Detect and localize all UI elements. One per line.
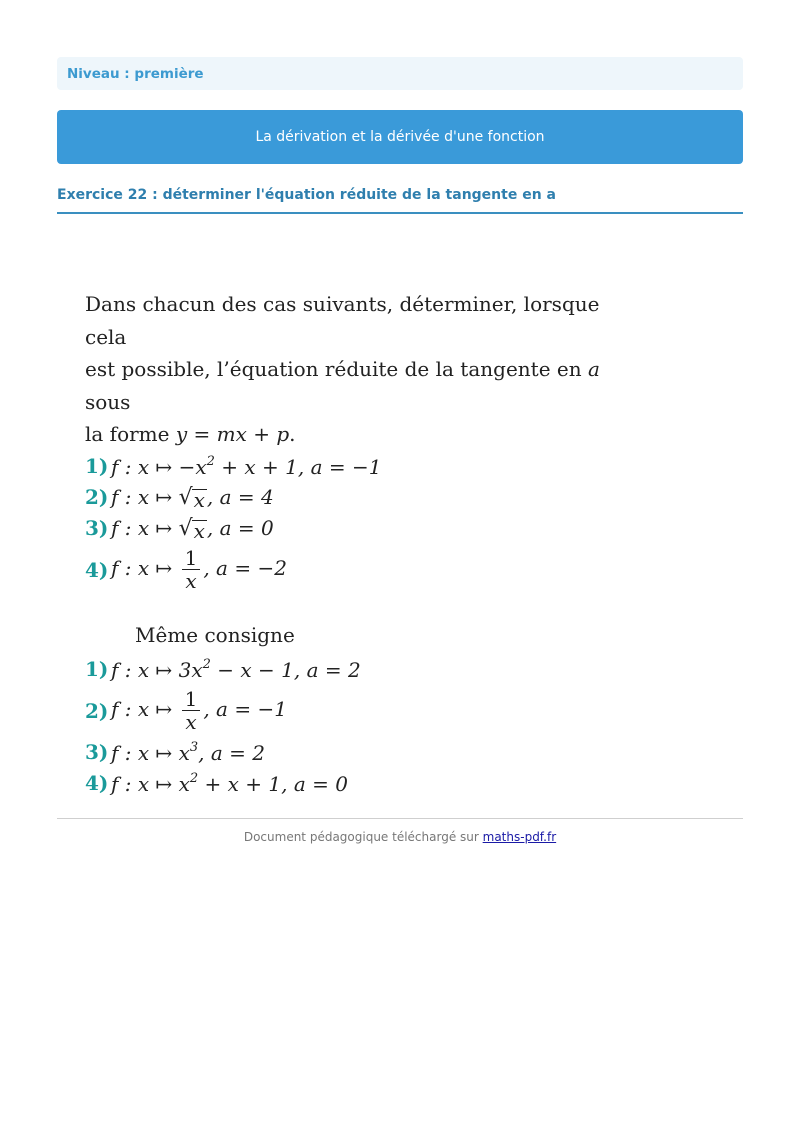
- exercise-title: Exercice 22 : déterminer l'équation réduite de la tangente en a: [57, 184, 743, 214]
- exercise-content: [85, 288, 645, 799]
- consigne-label: Même consigne: [135, 622, 295, 647]
- question-2-3: [85, 737, 645, 768]
- question-number: 2): [85, 485, 109, 509]
- question-number: 1): [85, 454, 109, 478]
- footer-link[interactable]: maths-pdf.fr: [482, 830, 557, 844]
- question-number: 4): [85, 771, 109, 795]
- question-number: 2): [85, 698, 109, 723]
- instruction-line-1: Dans chacun des cas suivants, déterminer, lorsque cela: [85, 292, 600, 349]
- question-2-4: [85, 768, 645, 799]
- footer-text: Document pédagogique téléchargé sur: [243, 830, 483, 844]
- footer: [57, 830, 743, 844]
- function-expression: f : x ↦ $x^2 + x + 1$, a = 0: [111, 770, 348, 796]
- fraction: $\frac{1}{x}$: [182, 547, 201, 592]
- question-number: 3): [85, 740, 109, 764]
- instruction-line-3: la forme y = mx + p.: [85, 422, 296, 446]
- question-2-1: [85, 654, 645, 685]
- square-root: √ x: [178, 484, 205, 512]
- question-1-2: [85, 482, 645, 513]
- function-expression: f : x ↦ $3x^2 - x - 1$, a = 2: [111, 656, 361, 682]
- function-expression: f : x ↦ $\frac{1}{x}$ , a = −2: [111, 546, 287, 593]
- footer-divider: [57, 818, 743, 819]
- function-expression: f : x ↦ $\frac{1}{x}$ , a = −1: [111, 687, 287, 734]
- question-1-1: [85, 451, 645, 482]
- instruction-line-2: est possible, l’équation réduite de la tangente en a sous: [85, 357, 600, 414]
- function-expression: f : x ↦ √ x , a = 4: [111, 484, 274, 512]
- question-number: 1): [85, 657, 109, 681]
- level-label: Niveau : première: [57, 57, 743, 90]
- function-expression: f : x ↦ √ x , a = 0: [111, 515, 274, 543]
- question-1-4: [85, 544, 645, 596]
- fraction: $\frac{1}{x}$: [182, 688, 201, 733]
- exercise-instructions: [85, 288, 645, 451]
- question-2-2: [85, 685, 645, 737]
- function-expression: f : x ↦ $-x^2 + x + 1$, a = −1: [111, 453, 382, 479]
- chapter-title-banner: La dérivation et la dérivée d'une fonction: [57, 110, 743, 164]
- function-expression: f : x ↦ $x^3$, a = 2: [111, 739, 266, 765]
- square-root: √ x: [178, 515, 205, 543]
- question-number: 3): [85, 516, 109, 540]
- question-1-3: [85, 513, 645, 544]
- question-number: 4): [85, 557, 109, 582]
